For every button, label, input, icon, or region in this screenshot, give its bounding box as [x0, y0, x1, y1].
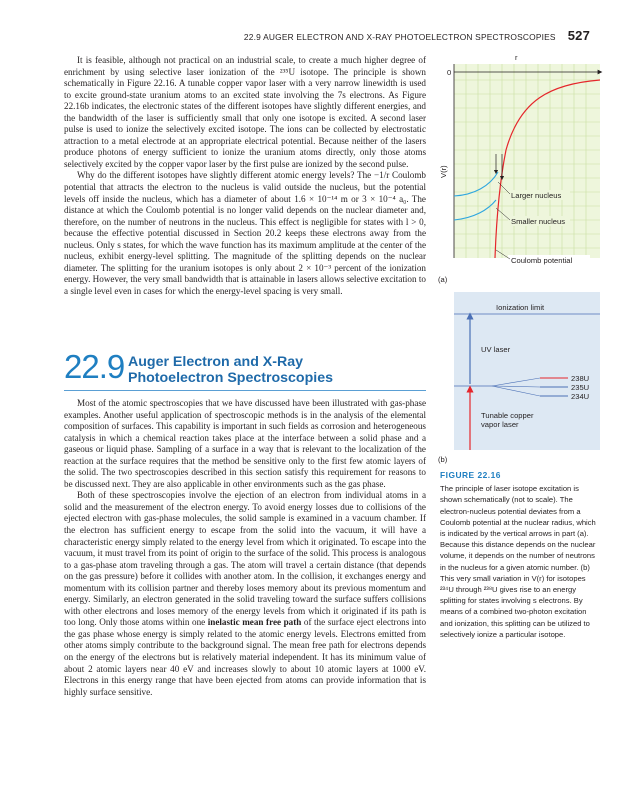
iso-238-label: 238U: [571, 374, 590, 383]
larger-nucleus-label: Larger nucleus: [511, 191, 562, 200]
plot-area: [454, 64, 600, 258]
panel-a-label: (a): [438, 275, 448, 284]
text-run: of the surface eject electrons into the gas phase whose energy is simply related to the atomic energy levels. Electrons emitted from other atoms simply contribute to the background signal. The mean free path for electrons depends on the energy of the electrons but is relatively material independent. It has its minimum value of about 2 atomic layers near 40 eV and increases slowly to about 10 atomic layers at 1000 eV. Electrons in this energy range that have been ejected from atoms can provide information that is highly surface sensitive.: [64, 617, 427, 697]
caption-title: FIGURE 22.16: [440, 470, 501, 480]
section-title-line: Photoelectron Spectroscopies: [128, 370, 333, 386]
section-heading: [64, 348, 426, 392]
iso-234-label: 234U: [571, 392, 590, 401]
paragraph: Most of the atomic spectroscopies that we have discussed have been illustrated with gas-phase examples. Another useful application of spectroscopic methods is in the analysis of the elemental composition of surfaces. This capability is important in such fields as corrosion and heterogeneous catalysis in which a chemical reaction takes place at the interface between a solid phase and a gaseous or liquid phase. Sampling of a surface in a way that is relevant to the localization of the reaction at the surface requires that the method be sensitive only to the first few atomic layers of the solid. The two spectroscopies described in this section satisfy this requirement for reasons to be discussed next. They are also applicable in other environments such as the gas phase.: [64, 398, 426, 489]
paragraph: Why do the different isotopes have slightly different atomic energy levels? The −1/r Coulomb potential that attracts the electron to the nucleus is valid outside the nucleus, but the potential levels off inside the nucleus, which has a diameter of about 1.6 × 10⁻¹⁴ m or 3 × 10⁻⁴ a₀. The distance at which the Coulomb potential is no longer valid depends on the nuclear diameter and, therefore, on the number of neutrons in the nucleus. This effect is negligible for states with l > 0, because the effective potential discussed in Section 20.2 keeps these electrons away from the nucleus. Only s states, for which the wave function has its maximum amplitude at the center of the nucleus, exhibit energy-level splitting. The magnitude of the splitting depends on the nuclear diameter. The splitting for the uranium isotopes is only about 2 × 10⁻³ percent of the ionization energy. However, the very small bandwidth that is attainable in lasers allows selective excitation to a single level even in cases for which the energy-level spacing is very small.: [64, 170, 426, 296]
energy-diagram-bg: [454, 292, 600, 450]
caption-text: The principle of laser isotope excitation is shown schematically (not to scale). The electron-nucleus potential deviates from a Coulomb potential at the nuclear radius, which is indicated by the vertical arrows in part (a). Because this distance depends on the nuclear volume, it depends on the number of neutrons in the nucleus for a given atomic number. (b) This very small variation in V(r) for isotopes ²³⁴U through ²³⁸U gives rise to an energy splitting for states involving s electrons. By means of a combined two-photon excitation and ionization, this splitting can be utilized to selectively ionize a particular isotope.: [440, 484, 596, 639]
axis-r-label: r: [515, 53, 518, 62]
uv-laser-label: UV laser: [481, 345, 511, 354]
running-header: [244, 28, 590, 43]
tunable-label-2: vapor laser: [481, 420, 519, 429]
axis-zero-label: 0: [447, 68, 452, 77]
smaller-nucleus-label: Smaller nucleus: [511, 217, 566, 226]
body-text-top: [64, 55, 426, 297]
tunable-label-1: Tunable copper: [481, 411, 534, 420]
panel-b-label: (b): [438, 455, 448, 464]
ionization-label: Ionization limit: [496, 303, 545, 312]
axis-v-label: V(r): [439, 165, 448, 178]
text-run: Both of these spectroscopies involve the ejection of an electron from individual atoms in a solid and the measurement of the electron energy. To avoid energy losses due to collisions of the ejected electron with gas-phase molecules, the solid sample is examined in a vacuum chamber. If the electron has sufficient energy to escape from the solid into the vacuum, it will have a characteristic energy simply related to the energy level from which it originated. To escape into the vacuum, it must travel from its point of origin to the surface of the solid. This process is analogous to a gas-phase atom traveling through a gas. The atom will travel a certain distance (that depends on the gas pressure) before it collides with another atom. In the collision, it exchanges energy and momentum with its collision partner and thereby loses memory about its previous momentum and energy. Similarly, an electron generated in the solid traveling toward the surface suffers collisions with other electrons and loses memory of the energy levels from which it originated if its path is too long. Only those atoms within one: [64, 490, 426, 628]
section-title: [128, 354, 333, 386]
figure-caption: [440, 470, 598, 640]
section-rule: [64, 390, 426, 391]
figure-22-16: [440, 50, 600, 470]
page-number: 527: [567, 28, 590, 43]
paragraph: [64, 490, 426, 698]
section-number: 22.9: [64, 348, 125, 385]
body-text-bottom: [64, 398, 426, 698]
coulomb-label: Coulomb potential: [511, 256, 573, 265]
section-title-line: Auger Electron and X-Ray: [128, 354, 304, 370]
key-term: inelastic mean free path: [207, 617, 302, 628]
iso-235-label: 235U: [571, 383, 590, 392]
running-title: 22.9 AUGER ELECTRON AND X-RAY PHOTOELECTRON SPECTROSCOPIES: [243, 32, 556, 42]
paragraph: It is feasible, although not practical on an industrial scale, to create a much higher degree of enrichment by using selective laser ionization of the ²³⁵U isotope. The principle is shown schematically in Figure 22.16. A tunable copper vapor laser with a very narrow linewidth is used to excite ground-state uranium atoms to an excited state involving the 7s electrons. As Figure 22.16b indicates, the electronic states of the different isotopes have slightly different energies, and the bandwidth of the laser is sufficiently small that only one isotope is excited. A second laser pulse is used to ionize the selectively excited isotope. The ions can be collected by electrostatic attraction to a metal electrode at an appropriate electrical potential. Because neither of the lasers produce photons of energy sufficient to ionize the uranium atoms directly, only those atoms selectively excited by the copper vapor laser by the first pulse are ionized by the second pulse.: [64, 55, 426, 169]
